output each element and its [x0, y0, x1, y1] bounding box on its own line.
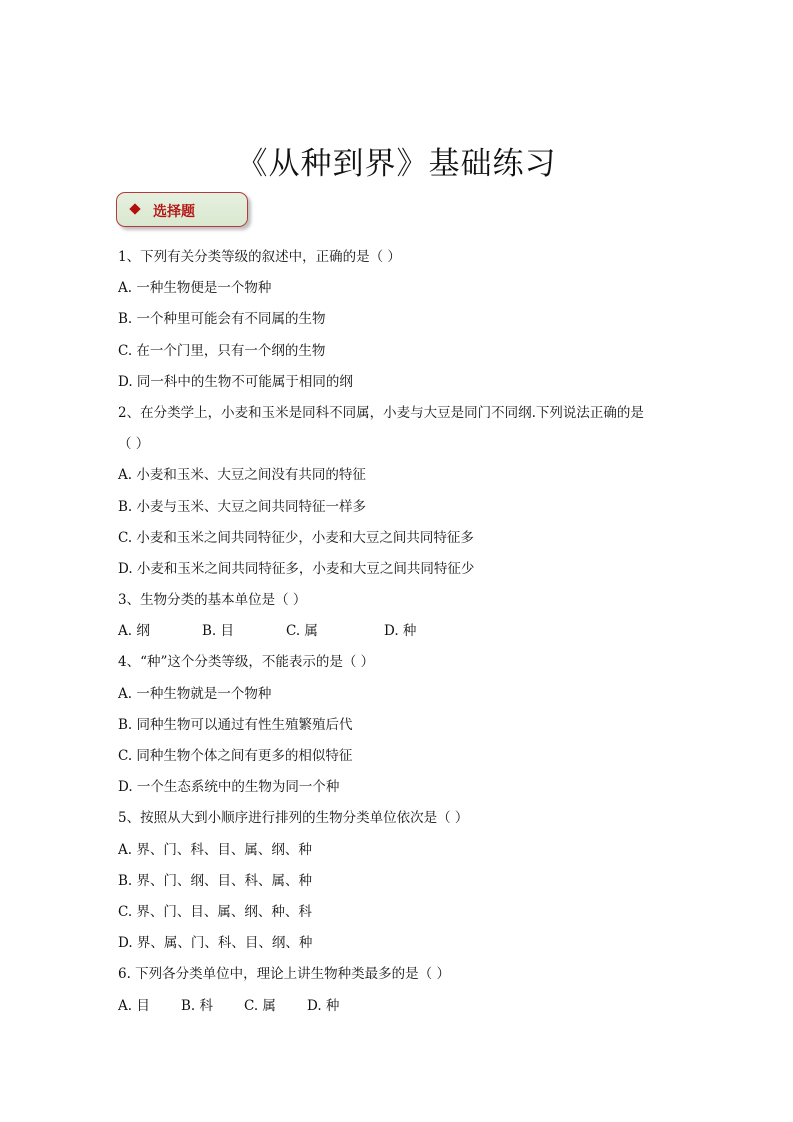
question-list	[118, 242, 688, 1022]
question-3-option-a: A. 纲	[118, 623, 150, 640]
question-1-option-d: D. 同一科中的生物不可能属于相同的纲	[118, 373, 353, 390]
question-2-option-a: A. 小麦和玉米、大豆之间没有共同的特征	[118, 467, 366, 484]
question-4-option-c: C. 同种生物个体之间有更多的相似特征	[118, 748, 353, 764]
question-2-stem-cont: （ ）	[118, 436, 150, 453]
question-2-option-d: D. 小麦和玉米之间共同特征多，小麦和大豆之间共同特征少	[118, 560, 475, 577]
section-label: 选择题	[153, 204, 195, 220]
question-4-option-b: B. 同种生物可以通过有性生殖繁殖后代	[118, 716, 353, 733]
question-3-option-b: B. 目	[202, 623, 235, 640]
question-1-option-c: C. 在一个门里，只有一个纲的生物	[118, 342, 326, 359]
question-6-option-d: D. 种	[307, 997, 340, 1014]
diamond-icon	[129, 203, 140, 214]
question-6-options	[118, 991, 688, 1022]
question-6-option-b: B. 科	[181, 997, 214, 1014]
question-4-option-a: A. 一种生物就是一个物种	[118, 685, 272, 702]
section-tag	[116, 192, 248, 227]
question-5-option-b: B. 界、门、纲、目、科、属、种	[118, 872, 313, 889]
question-5-option-c: C. 界、门、目、属、纲、种、科	[118, 903, 312, 920]
question-1-option-a: A. 一种生物便是一个物种	[118, 280, 272, 297]
question-6-stem: 6. 下列各分类单位中，理论上讲生物种类最多的是（ ）	[118, 966, 450, 983]
question-6-option-c: C. 属	[244, 997, 276, 1014]
question-3-option-c: C. 属	[286, 623, 318, 640]
question-3-stem: 3、生物分类的基本单位是（ ）	[118, 592, 307, 609]
question-2-stem: 2、在分类学上，小麦和玉米是同科不同属，小麦与大豆是同门不同纲.下列说法正确的是	[118, 404, 644, 421]
question-1-option-b: B. 一个种里可能会有不同属的生物	[118, 311, 326, 328]
question-2-option-c: C. 小麦和玉米之间共同特征少，小麦和大豆之间共同特征多	[118, 529, 474, 546]
question-3-options	[118, 616, 688, 647]
question-4-stem: 4、“种”这个分类等级，不能表示的是（ ）	[118, 654, 375, 671]
question-5-option-d: D. 界、属、门、科、目、纲、种	[118, 935, 313, 952]
question-1-stem: 1、下列有关分类等级的叙述中，正确的是（ ）	[118, 249, 401, 265]
question-3-option-d: D. 种	[384, 623, 417, 640]
question-5-option-a: A. 界、门、科、目、属、纲、种	[118, 841, 312, 858]
question-2-option-b: B. 小麦与玉米、大豆之间共同特征一样多	[118, 498, 367, 515]
question-6-option-a: A. 目	[118, 997, 150, 1014]
question-4-option-d: D. 一个生态系统中的生物为同一个种	[118, 779, 340, 796]
page-title: 《从种到界》基础练习	[236, 146, 557, 182]
question-5-stem: 5、按照从大到小顺序进行排列的生物分类单位依次是（ ）	[118, 810, 469, 827]
